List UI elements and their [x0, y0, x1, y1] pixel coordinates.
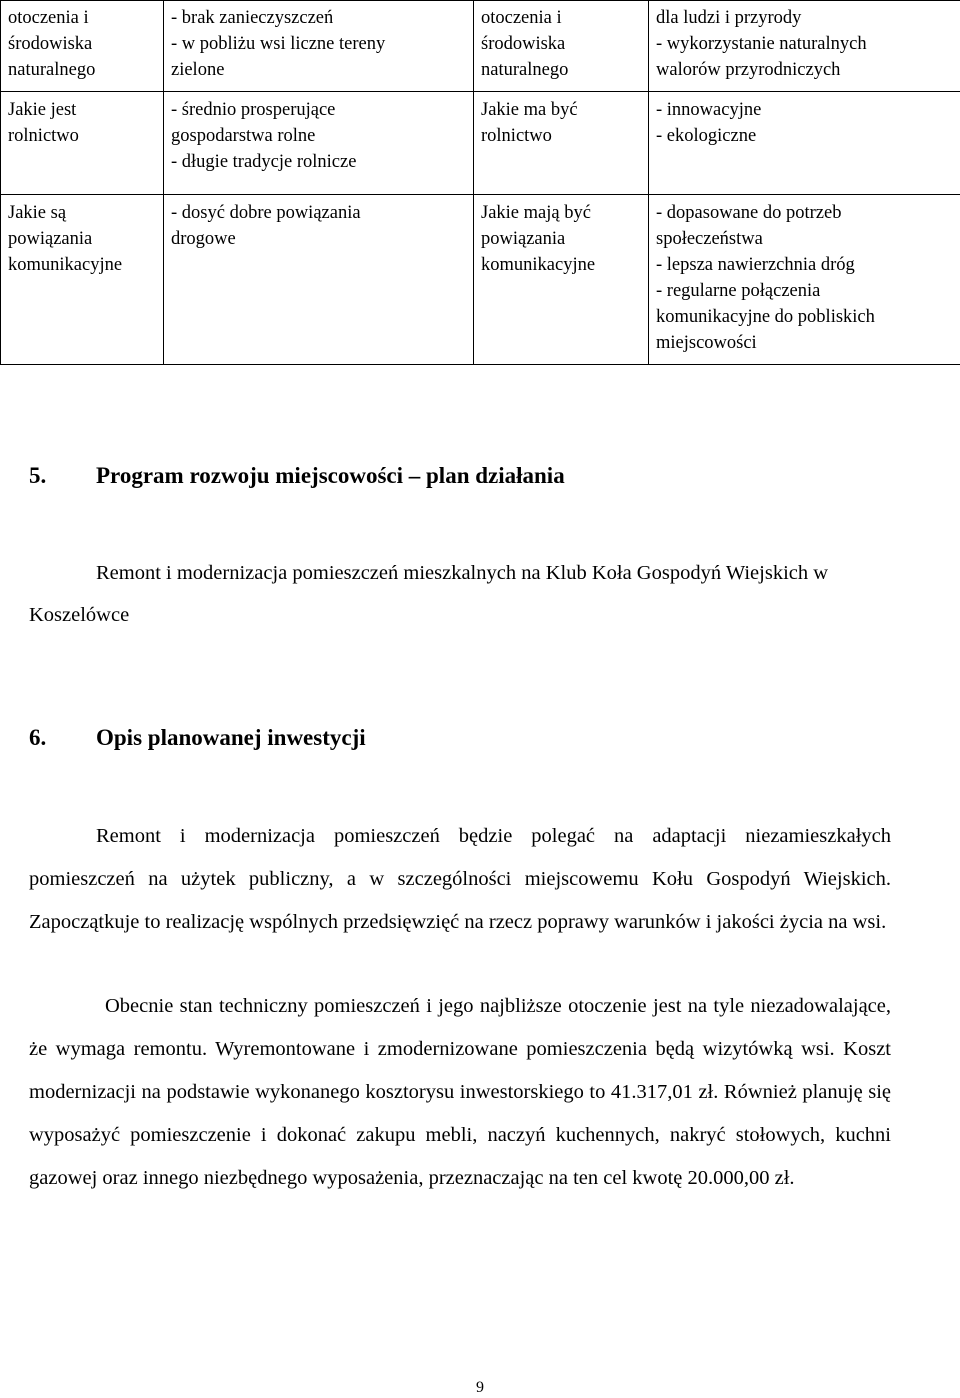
table-cell: Jakie ma być rolnictwo — [474, 92, 649, 195]
table-cell: - innowacyjne - ekologiczne — [649, 92, 960, 195]
table-row — [1, 195, 960, 365]
table-cell: otoczenia i środowiska naturalnego — [474, 1, 649, 92]
comparison-table — [0, 0, 960, 365]
table-cell: - średnio prosperujące gospodarstwa rolne - długie tradycje rolnicze — [164, 92, 474, 195]
table-cell: Jakie są powiązania komunikacyjne — [1, 195, 164, 365]
page-number: 9 — [476, 1379, 484, 1396]
table-cell: Jakie jest rolnictwo — [1, 92, 164, 195]
table-cell: - dopasowane do potrzeb społeczeństwa - lepsza nawierzchnia dróg - regularne połączenia komunikacyjne do pobliskich miejscowości — [649, 195, 960, 365]
section-6-paragraph: Remont i modernizacja pomieszczeń będzie polegać na adaptacji niezamieszkałych pomieszczeń na użytek publiczny, a w szczególności miejscowemu Kołu Gospodyń Wiejskich. Zapoczątkuje to realizację wspólnych przedsięwzięć na rzecz poprawy warunków i jakości życia na wsi. — [29, 825, 891, 933]
table-cell: Jakie mają być powiązania komunikacyjne — [474, 195, 649, 365]
section-6-heading — [29, 725, 366, 751]
table-row — [1, 92, 960, 195]
section-number: 6. — [29, 725, 47, 750]
table-cell: dla ludzi i przyrody - wykorzystanie naturalnych walorów przyrodniczych — [649, 1, 960, 92]
table-cell: otoczenia i środowiska naturalnego — [1, 1, 164, 92]
section-title: Program rozwoju miejscowości – plan działania — [96, 463, 565, 488]
table-row — [1, 1, 960, 92]
table-cell: - dosyć dobre powiązania drogowe — [164, 195, 474, 365]
section-title: Opis planowanej inwestycji — [96, 725, 366, 750]
section-5-heading — [29, 463, 565, 489]
table-cell: - brak zanieczyszczeń - w pobliżu wsi liczne tereny zielone — [164, 1, 474, 92]
section-5-text: Remont i modernizacja pomieszczeń mieszkalnych na Klub Koła Gospodyń Wiejskich w Koszelówce — [29, 562, 829, 626]
section-number: 5. — [29, 463, 47, 488]
section-6-paragraph: Obecnie stan techniczny pomieszczeń i jego najbliższe otoczenie jest na tyle niezadowalające, że wymaga remontu. Wyremontowane i zmodernizowane pomieszczenia będą wizytówką wsi. Koszt modernizacji na podstawie wykonanego kosztorysu inwestorskiego to 41.317,01 zł. Również planuję się wyposażyć pomieszczenie i dokonać zakupu mebli, naczyń kuchennych, nakryć stołowych, kuchni gazowej oraz innego niezbędnego wyposażenia, przeznaczając na ten cel kwotę 20.000,00 zł. — [29, 995, 891, 1189]
